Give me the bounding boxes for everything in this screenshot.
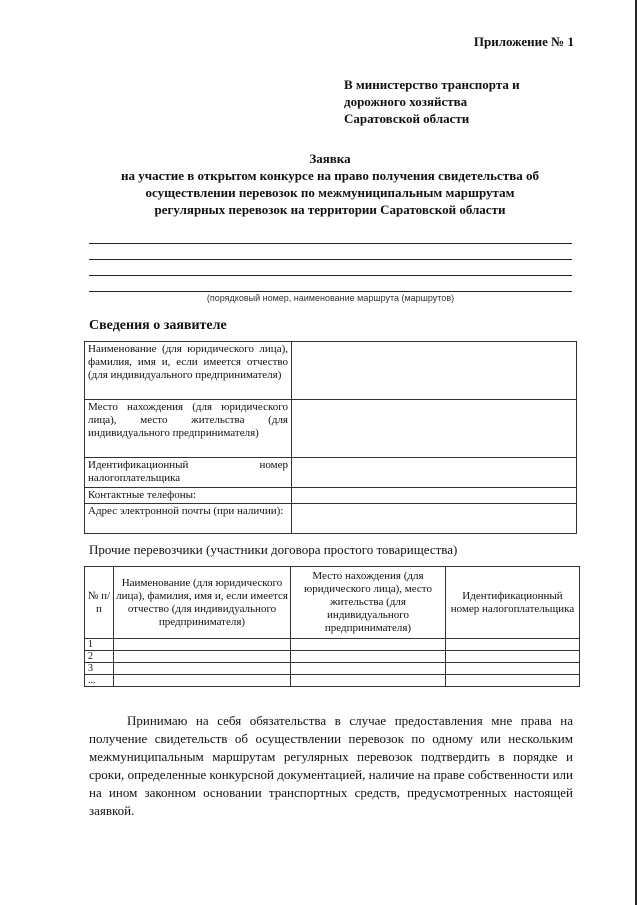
application-heading bbox=[80, 150, 580, 218]
applicant-phones-field[interactable] bbox=[292, 488, 577, 504]
addressee-line: дорожного хозяйства bbox=[344, 94, 468, 109]
table-row bbox=[85, 458, 577, 488]
application-subtitle-line: на участие в открытом конкурсе на право получения свидетельства об bbox=[121, 168, 539, 183]
carrier-location-cell[interactable] bbox=[291, 675, 446, 687]
table-row bbox=[85, 639, 580, 651]
carrier-inn-cell[interactable] bbox=[446, 675, 580, 687]
appendix-label: Приложение № 1 bbox=[473, 34, 574, 49]
carrier-name-cell[interactable] bbox=[114, 663, 291, 675]
page-edge-line bbox=[635, 0, 637, 905]
table-row bbox=[85, 663, 580, 675]
application-subtitle-line: осуществлении перевозок по межмуниципальным маршрутам bbox=[145, 185, 515, 200]
applicant-phones-label: Контактные телефоны: bbox=[85, 488, 292, 504]
other-carriers-title: Прочие перевозчики (участники договора простого товарищества) bbox=[89, 542, 458, 557]
applicant-location-label: Место нахождения (для юридического лица), место жительства (для индивидуального предпринимателя) bbox=[85, 400, 292, 458]
applicant-inn-label: Идентификационный номер налогоплательщика bbox=[85, 458, 292, 488]
row-number: 2 bbox=[85, 651, 114, 663]
addressee-line: В министерство транспорта и bbox=[344, 77, 520, 92]
carrier-location-cell[interactable] bbox=[291, 663, 446, 675]
carrier-location-cell[interactable] bbox=[291, 651, 446, 663]
applicant-email-field[interactable] bbox=[292, 504, 577, 534]
table-row bbox=[85, 675, 580, 687]
other-carriers-table bbox=[84, 566, 580, 687]
column-header-number: № п/п bbox=[85, 567, 114, 639]
applicant-name-field[interactable] bbox=[292, 342, 577, 400]
addressee-block bbox=[344, 76, 520, 127]
carrier-inn-cell[interactable] bbox=[446, 651, 580, 663]
route-blank-line[interactable] bbox=[89, 291, 572, 292]
carrier-name-cell[interactable] bbox=[114, 651, 291, 663]
applicant-section-title: Сведения о заявителе bbox=[89, 318, 227, 333]
row-number: ... bbox=[85, 675, 114, 687]
table-row bbox=[85, 488, 577, 504]
column-header-location: Место нахождения (для юридического лица), место жительства (для индивидуального предпринимателя) bbox=[291, 567, 446, 639]
applicant-inn-field[interactable] bbox=[292, 458, 577, 488]
applicant-name-label: Наименование (для юридического лица), фамилия, имя и, если имеется отчество (для индивидуального предпринимателя) bbox=[85, 342, 292, 400]
table-header-row bbox=[85, 567, 580, 639]
route-blank-line[interactable] bbox=[89, 275, 572, 276]
column-header-inn: Идентификационный номер налогоплательщика bbox=[446, 567, 580, 639]
route-caption: (порядковый номер, наименование маршрута (маршрутов) bbox=[206, 293, 455, 303]
route-blank-line[interactable] bbox=[89, 259, 572, 260]
table-row bbox=[85, 651, 580, 663]
application-title: Заявка bbox=[309, 151, 351, 166]
row-number: 1 bbox=[85, 639, 114, 651]
applicant-location-field[interactable] bbox=[292, 400, 577, 458]
table-row bbox=[85, 504, 577, 534]
commitment-paragraph: Принимаю на себя обязательства в случае предоставления мне права на получение свидетельств об осуществлении перевозок по одному или нескольким межмуниципальным маршрутам регулярных перевозок подтвердить в порядке и сроки, определенные конкурсной документацией, наличие на праве собственности или на ином законном основании транспортных средств, предусмотренных настоящей заявкой. bbox=[89, 713, 573, 818]
carrier-inn-cell[interactable] bbox=[446, 663, 580, 675]
carrier-name-cell[interactable] bbox=[114, 639, 291, 651]
column-header-name: Наименование (для юридического лица), фамилия, имя и, если имеется отчество (для индивидуального предпринимателя) bbox=[114, 567, 291, 639]
applicant-email-label: Адрес электронной почты (при наличии): bbox=[85, 504, 292, 534]
applicant-info-table bbox=[84, 341, 577, 534]
row-number: 3 bbox=[85, 663, 114, 675]
application-subtitle-line: регулярных перевозок на территории Саратовской области bbox=[154, 202, 506, 217]
route-blank-line[interactable] bbox=[89, 243, 572, 244]
carrier-location-cell[interactable] bbox=[291, 639, 446, 651]
addressee-line: Саратовской области bbox=[344, 111, 470, 126]
table-row bbox=[85, 400, 577, 458]
carrier-inn-cell[interactable] bbox=[446, 639, 580, 651]
table-row bbox=[85, 342, 577, 400]
carrier-name-cell[interactable] bbox=[114, 675, 291, 687]
